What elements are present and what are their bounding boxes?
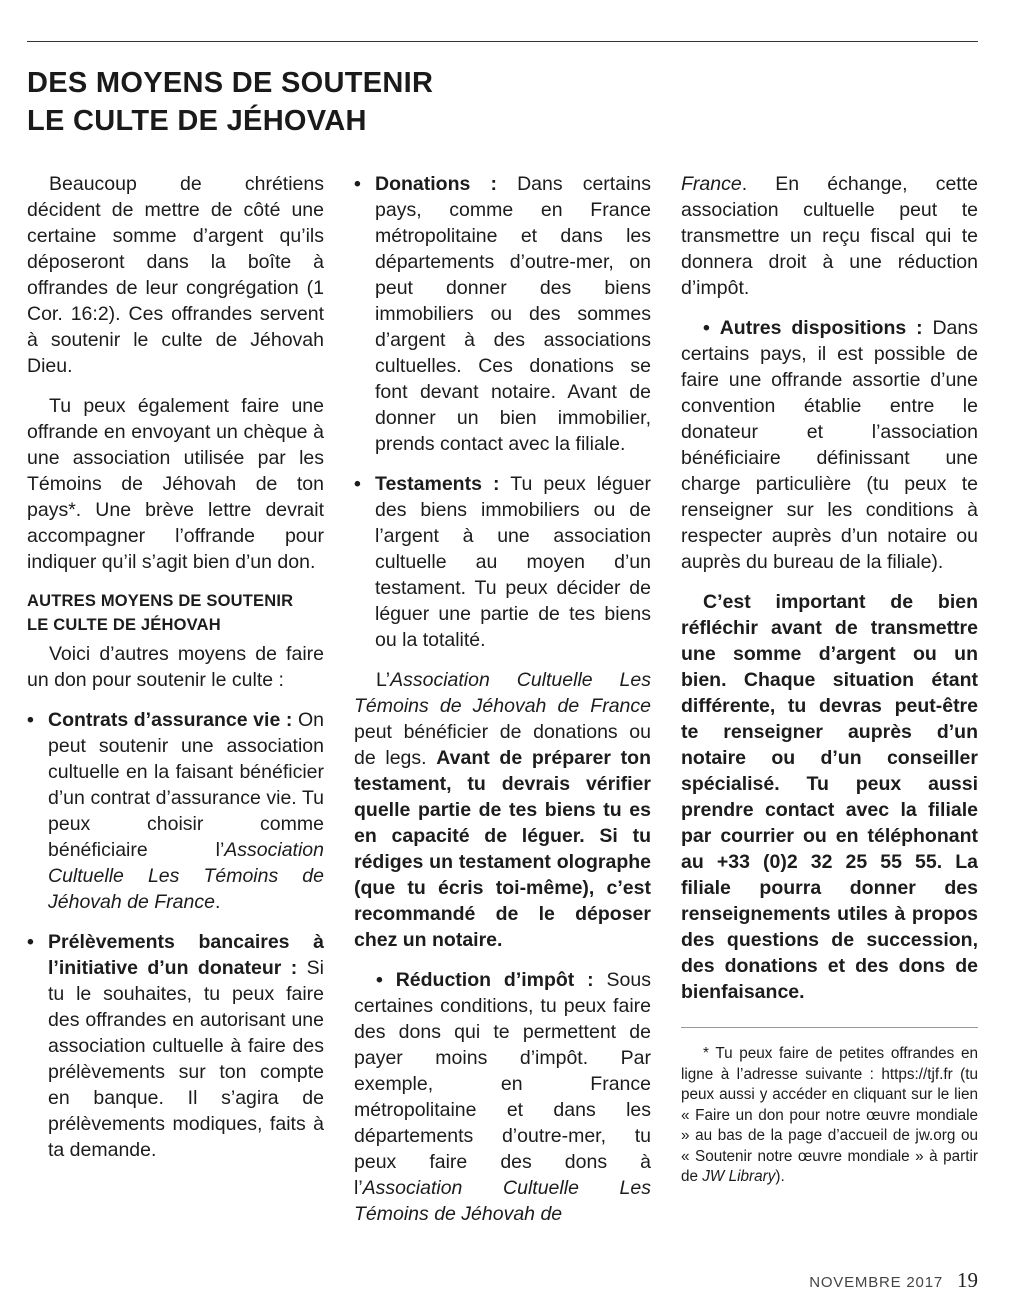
bullet-text: Tu peux léguer des biens immobiliers ou de l’argent à une association cultuelle au moyen d’un testament. Tu peux décider de léguer une partie de tes biens ou la totalité. (375, 473, 651, 651)
paragraph-association-legs (354, 667, 651, 953)
association-name: Association Cultuelle Les Témoins de Jéhovah de (354, 1177, 651, 1225)
bullet-label: Autres dispositions : (719, 317, 923, 339)
title-line-1: DES MOYENS DE SOUTENIR (27, 67, 434, 99)
bold-advice: Avant de préparer ton testament, tu devrais vérifier quelle partie de tes biens tu es en capacité de léguer. Si tu rédiges un testament olographe (que tu écris toi-même), c’est recommandé de le déposer chez un notaire. (354, 747, 651, 951)
column-2 (354, 171, 651, 1241)
page-title (27, 64, 927, 140)
bullet-text: Dans certains pays, il est possible de faire une offrande assortie d’une convention établie entre le donateur et l’association bénéficiaire définissant une charge particulière (tu peux te renseigner sur les conditions à respecter auprès d’un notaire ou auprès du bureau de la filiale). (681, 317, 978, 573)
column-3 (681, 171, 978, 1202)
issue-date: NOVEMBRE 2017 (809, 1274, 943, 1291)
association-name: Association Cultuelle Les Témoins de Jéhovah de France (354, 669, 651, 717)
text-run: . En échange, cette association cultuelle peut te transmettre un reçu fiscal qui te donnera droit à une réduction d’impôt. (681, 173, 978, 299)
bullet-label: Testaments : (375, 473, 500, 495)
bullet-other-arrangements (681, 315, 978, 575)
bullet-label: Donations : (375, 173, 497, 195)
top-rule (27, 41, 978, 42)
bullet-text: Sous certaines conditions, tu peux faire des dons qui te permettent de payer moins d’impôt. Par exemple, en France métropolitaine et dans les départements d’outre-mer, tu peux faire des dons à l’ (354, 969, 651, 1199)
bullet-icon: • (354, 473, 361, 495)
bullet-label: Prélèvements bancaires à l’initiative d’un donateur : (48, 931, 324, 979)
bullet-icon: • (27, 931, 34, 953)
bullet-icon: • (703, 317, 710, 339)
page-footer (809, 1268, 978, 1293)
subheading-line-2: LE CULTE DE JÉHOVAH (27, 616, 221, 634)
bullet-icon: • (376, 969, 383, 991)
page-number: 19 (957, 1268, 978, 1292)
bullet-text: Dans certains pays, comme en France métropolitaine et dans les départements d’outre-mer, on peut donner des biens immobiliers ou des sommes d’argent à des associations cultuelles. Ces donations se font devant notaire. Avant de donner un bien immobilier, prends contact avec la filiale. (375, 173, 651, 455)
text-run: L’ (376, 669, 391, 691)
bullet-tax-reduction (354, 967, 651, 1227)
association-name: Association Cultuelle Les Témoins de Jéhovah de France (48, 839, 324, 913)
bullet-life-insurance (27, 707, 324, 915)
bullet-icon: • (354, 173, 361, 195)
footnote-text: * Tu peux faire de petites offrandes en ligne à l’adresse suivante : https://tjf.fr (tu peux aussi y accéder en cliquant sur le lien « Faire un don pour notre œuvre mondiale » au bas de la page d’accueil de jw.org ou « Soutenir notre œuvre mondiale » à partir de (681, 1045, 978, 1185)
footnote-text-end: ). (775, 1168, 785, 1185)
footnote (681, 1044, 978, 1188)
association-name-end: France (681, 173, 742, 195)
subheading-line-1: AUTRES MOYENS DE SOUTENIR (27, 592, 294, 610)
bullet-label: Réduction d’impôt : (395, 969, 594, 991)
subheading (27, 589, 324, 637)
bullet-text: Si tu le souhaites, tu peux faire des offrandes en autorisant une association cultuelle à faire des prélèvements sur ton compte en banque. Il s’agira de prélèvements modiques, faits à ta demande. (48, 957, 324, 1161)
paragraph-other-means: Voici d’autres moyens de faire un don pour soutenir le culte : (27, 643, 324, 691)
column-1 (27, 171, 324, 1177)
bullet-bank-debit (27, 929, 324, 1163)
bullet-icon: • (27, 709, 34, 731)
bullet-text-end: . (214, 891, 221, 913)
paragraph-important-advice: C’est important de bien réfléchir avant de transmettre une somme d’argent ou un bien. Chaque situation étant différente, tu devras peut-être te renseigner auprès d’un notaire ou d’un conseiller spécialisé. Tu peux aussi prendre contact avec la filiale par courrier ou en téléphonant au +33 (0)2 32 25 55 55. La filiale pourra donner des renseignements utiles à propos des questions de succession, des donations et des dons de bienfaisance. (681, 591, 978, 1003)
app-name: JW Library (702, 1168, 776, 1185)
paragraph-tax-continued (681, 171, 978, 301)
text-run: peut bénéficier de donations ou de legs. (354, 721, 651, 769)
bullet-text: On peut soutenir une association cultuelle en la faisant bénéficier d’un contrat d’assurance vie. Tu peux choisir comme bénéficiaire l’ (48, 709, 324, 861)
paragraph-intro: Beaucoup de chrétiens décident de mettre de côté une certaine somme d’argent qu’ils déposeront dans la boîte à offrandes de leur congrégation (1 Cor. 16:2). Ces offrandes servent à soutenir le culte de Jéhovah Dieu. (27, 173, 324, 377)
title-line-2: LE CULTE DE JÉHOVAH (27, 105, 367, 137)
paragraph-cheque: Tu peux également faire une offrande en envoyant un chèque à une association utilisée par les Témoins de Jéhovah de ton pays*. Une brève lettre devrait accompagner l’offrande pour indiquer qu’il s’agit bien d’un don. (27, 395, 324, 573)
bullet-donations (354, 171, 651, 457)
footnote-rule (681, 1027, 978, 1028)
bullet-testaments (354, 471, 651, 653)
bullet-label: Contrats d’assurance vie : (48, 709, 293, 731)
